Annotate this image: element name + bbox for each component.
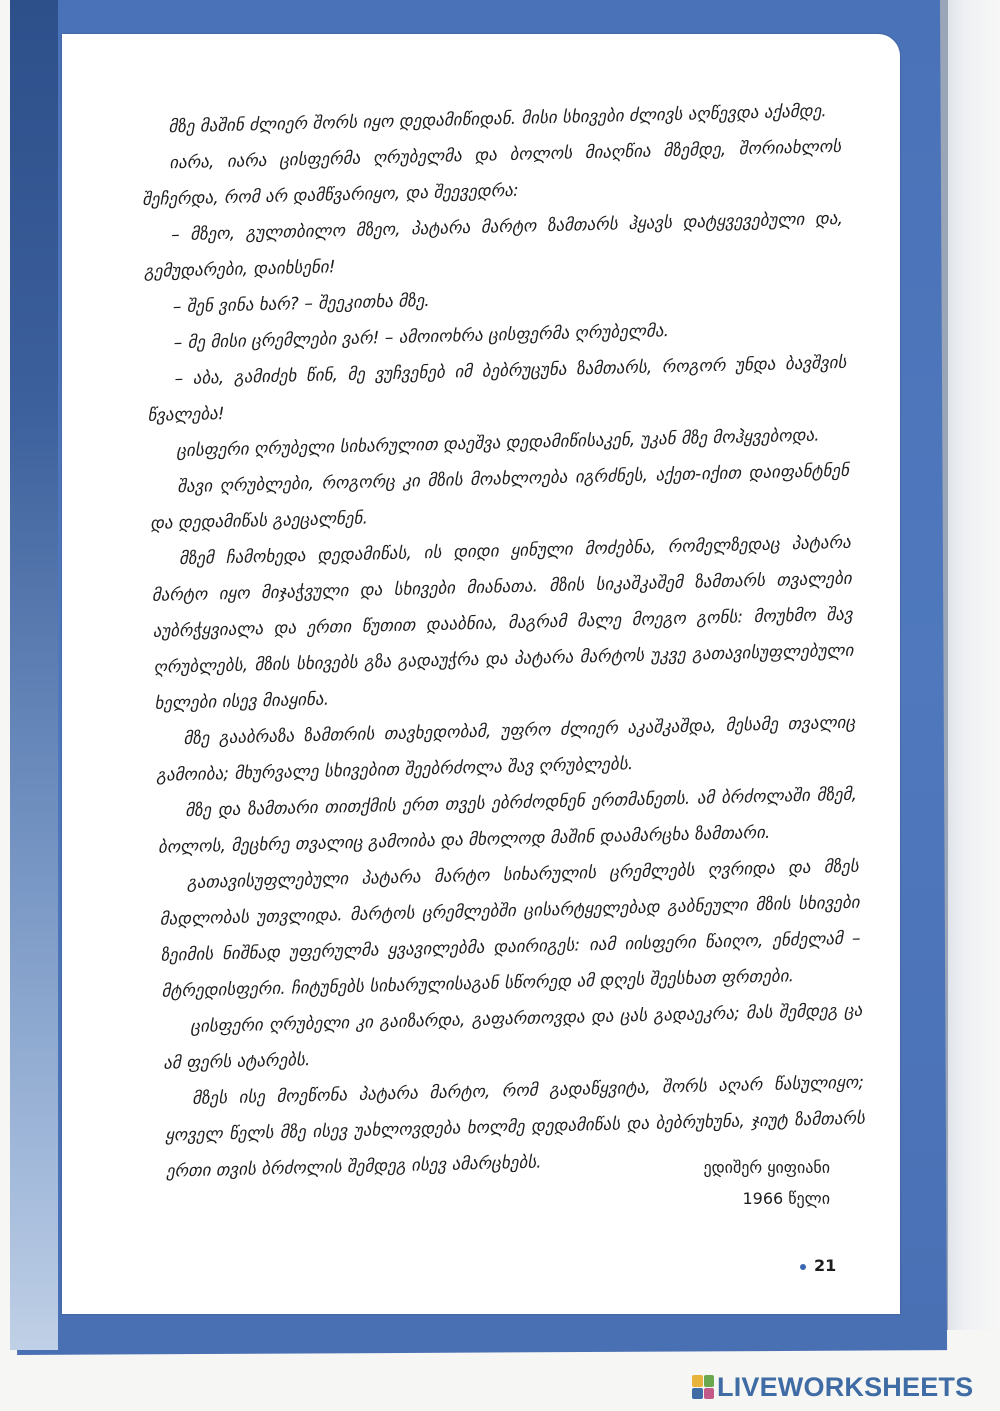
page-number (800, 1256, 836, 1275)
paragraph: იარა, იარა ცისფერმა ღრუბელმა და ბოლოს მიაღწია მზემდე, შორიახლოს შეჩერდა, რომ არ დამწვარიყო, და შეევედრა: (141, 136, 842, 210)
logo-square (692, 1375, 703, 1387)
paragraph: მზეს ისე მოეწონა პატარა მარტო, რომ გადაწყვიტა, შორს აღარ წასულიყო; ყოველ წელს მზე ისევ უახლოვდება ხოლმე დედამიწას და ბებრუხუნა, ჯიუტ ზამთარს ერთი თვის ბრძოლის შემდეგ ისევ ამარცხებს. (164, 1072, 866, 1182)
logo-square (704, 1375, 715, 1387)
liveworksheets-logo-icon (692, 1375, 714, 1399)
paragraph: – აბა, გამიძეხ წინ, მე ვუჩვენებ იმ ბებრუცუნა ზამთარს, როგორ უნდა ბავშვის წვალება! (147, 352, 847, 426)
watermark-text: LIVEWORKSHEETS (717, 1371, 974, 1402)
liveworksheets-watermark (692, 1372, 973, 1402)
paragraph: მზე და ზამთარი თითქმის ერთ თვეს ებრძოდნენ ერთმანეთს. ამ ბრძოლაში მზემ, ბოლოს, მეცხრე თვალიც გამოიბა და მხოლოდ მაშინ დაამარცხა ზამთარი. (157, 784, 858, 858)
paragraph: შავი ღრუბლები, როგორც კი მზის მოახლოება იგრძნეს, აქეთ-იქით დაიფანტნენ და დედამიწას გაეცალნენ. (149, 460, 850, 534)
publication-year: 1966 წელი (742, 1189, 830, 1208)
page-number-value: 21 (814, 1256, 837, 1275)
author-name: ედიშერ ყიფიანი (703, 1158, 830, 1177)
paragraph: ცისფერი ღრუბელი სიხარულით დაეშვა დედამიწისაკენ, უკან მზე მოჰყვებოდა. (176, 425, 820, 462)
paragraph: ცისფერი ღრუბელი კი გაიზარდა, გაფართოვდა და ცას გადაეკრა; მას შემდეგ ცა ამ ფერს ატარებს. (163, 1000, 863, 1074)
paragraph: მზე გააბრაზა ზამთრის თავხედობამ, უფრო ძლიერ აკაშკაშდა, მესამე თვალიც გამოიბა; მხურვალე სხივებით შეებრძოლა შავ ღრუბლებს. (156, 712, 856, 786)
cover-illustration-strip (10, 0, 58, 1350)
signature-block (650, 1152, 830, 1214)
logo-square (704, 1388, 715, 1400)
paragraph: მზე მაშინ ძლიერ შორს იყო დედამიწიდან. მისი სხივები ძლივს აღწევდა აქამდე. (168, 101, 827, 138)
story-text (140, 93, 866, 1190)
paragraph: – მზეო, გულთბილო მზეო, პატარა მარტო ზამთარს ჰყავს დატყვევებული და, გემუდარები, დაიხსენი! (143, 208, 844, 282)
paragraph: – მე მისი ცრემლები ვარ! – ამოიოხრა ცისფერმა ღრუბელმა. (173, 321, 670, 354)
paragraph: გათავისუფლებული პატარა მარტო სიხარულის ცრემლებს ღვრიდა და მზეს მადლობას უთვლიდა. მარტოს ცრემლებში ცისარტყელებად გაბნეული მზის სხივები ზეიმის ნიშნად უფერულმა ყვავილებმა დაირიგეს: იამ იისფერი წაიღო, ენძელამ – მტრედისფერი. ჩიტუნებს სიხარულისაგან სწორედ ამ დღეს შეესხათ ფრთები. (159, 856, 861, 1002)
paragraph: მზემ ჩამოხედა დედამიწას, ის დიდი ყინული მოძებნა, რომელზედაც პატარა მარტო იყო მიჯაჭვული და სხივები მიანათა. მზის სიკაშკაშემ ზამთარს თვალები აუბრჭყვიალა და ერთი წუთით დააბნია, მაგრამ მალე მოეგო გონს: მოუხმო შავ ღრუბლებს, მზის სხივებს გზა გადაუჭრა და პატარა მარტოს უკვე გათავისუფლებული ხელები ისევ მიაყინა. (151, 532, 854, 714)
page-stack-edge (940, 0, 1000, 1330)
paragraph: – შენ ვინა ხარ? – შეეკითხა მზე. (172, 290, 430, 318)
logo-square (692, 1388, 703, 1400)
bullet-dot-icon (800, 1264, 806, 1270)
